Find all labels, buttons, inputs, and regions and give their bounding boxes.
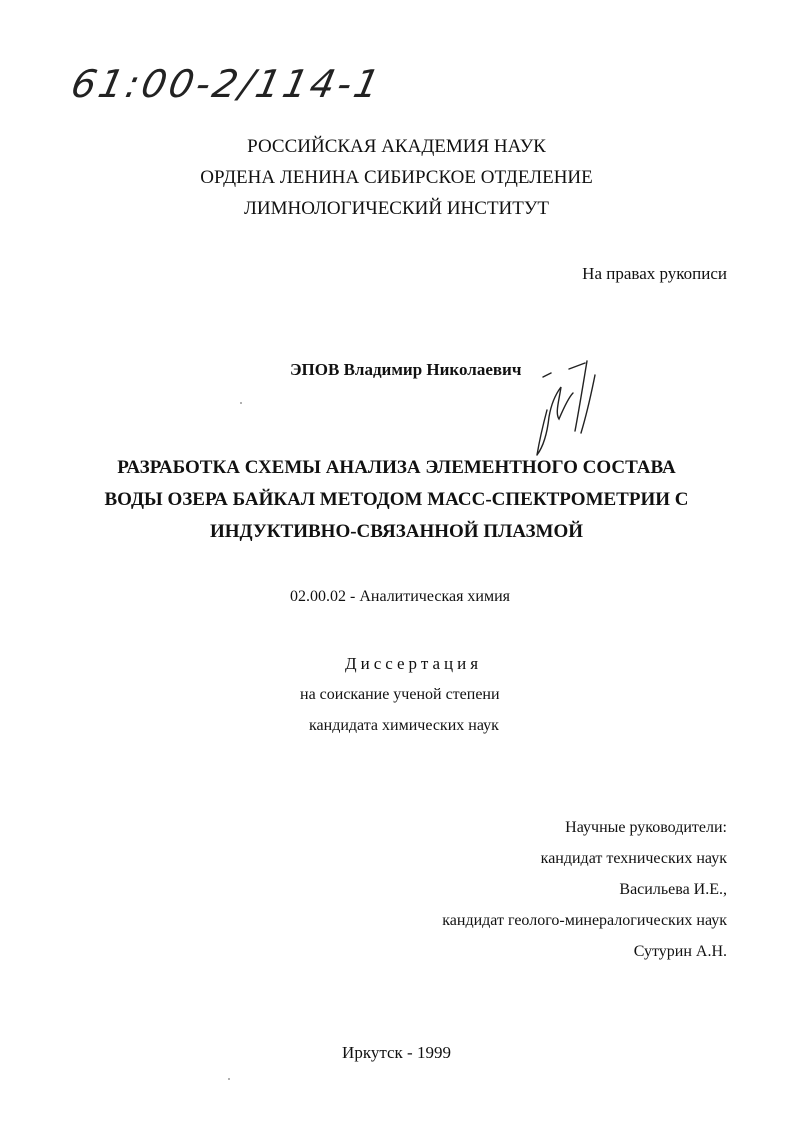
advisors-block: [307, 812, 727, 967]
title-line-3: ИНДУКТИВНО-СВЯЗАННОЙ ПЛАЗМОЙ: [209, 521, 584, 542]
author-name: ЭПОВ Владимир Николаевич: [290, 360, 522, 379]
city-year: Иркутск - 1999: [342, 1043, 451, 1062]
title-line-2: ВОДЫ ОЗЕРА БАЙКАЛ МЕТОДОМ МАСС-СПЕКТРОМЕТРИИ С: [104, 489, 689, 510]
author-signature: [525, 355, 615, 465]
advisor-1-name: Васильева И.Е.,: [619, 881, 727, 898]
degree-line-1: на соискание ученой степени: [300, 686, 500, 703]
scan-speck: [240, 402, 242, 404]
advisor-2-name: Сутурин А.Н.: [633, 943, 727, 960]
advisor-2-degree: кандидат геолого-минералогических наук: [442, 912, 727, 929]
scan-speck: [228, 1078, 230, 1080]
advisors-heading: Научные руководители:: [565, 819, 727, 836]
organization-line-branch: ОРДЕНА ЛЕНИНА СИБИРСКОЕ ОТДЕЛЕНИЕ: [200, 167, 593, 188]
dissertation-heading: Диссертация: [345, 654, 483, 673]
advisor-1-degree: кандидат технических наук: [540, 850, 727, 867]
organization-line-academy: РОССИЙСКАЯ АКАДЕМИЯ НАУК: [247, 136, 546, 157]
manuscript-rights-note: На правах рукописи: [582, 264, 727, 283]
degree-line-2: кандидата химических наук: [309, 717, 499, 734]
title-line-1: РАЗРАБОТКА СХЕМЫ АНАЛИЗА ЭЛЕМЕНТНОГО СОСТАВА: [117, 457, 676, 478]
organization-line-institute: ЛИМНОЛОГИЧЕСКИЙ ИНСТИТУТ: [244, 198, 549, 219]
handwritten-archive-number: 61:00-2/114-1: [67, 62, 387, 106]
specialty-code: 02.00.02 - Аналитическая химия: [290, 588, 511, 605]
